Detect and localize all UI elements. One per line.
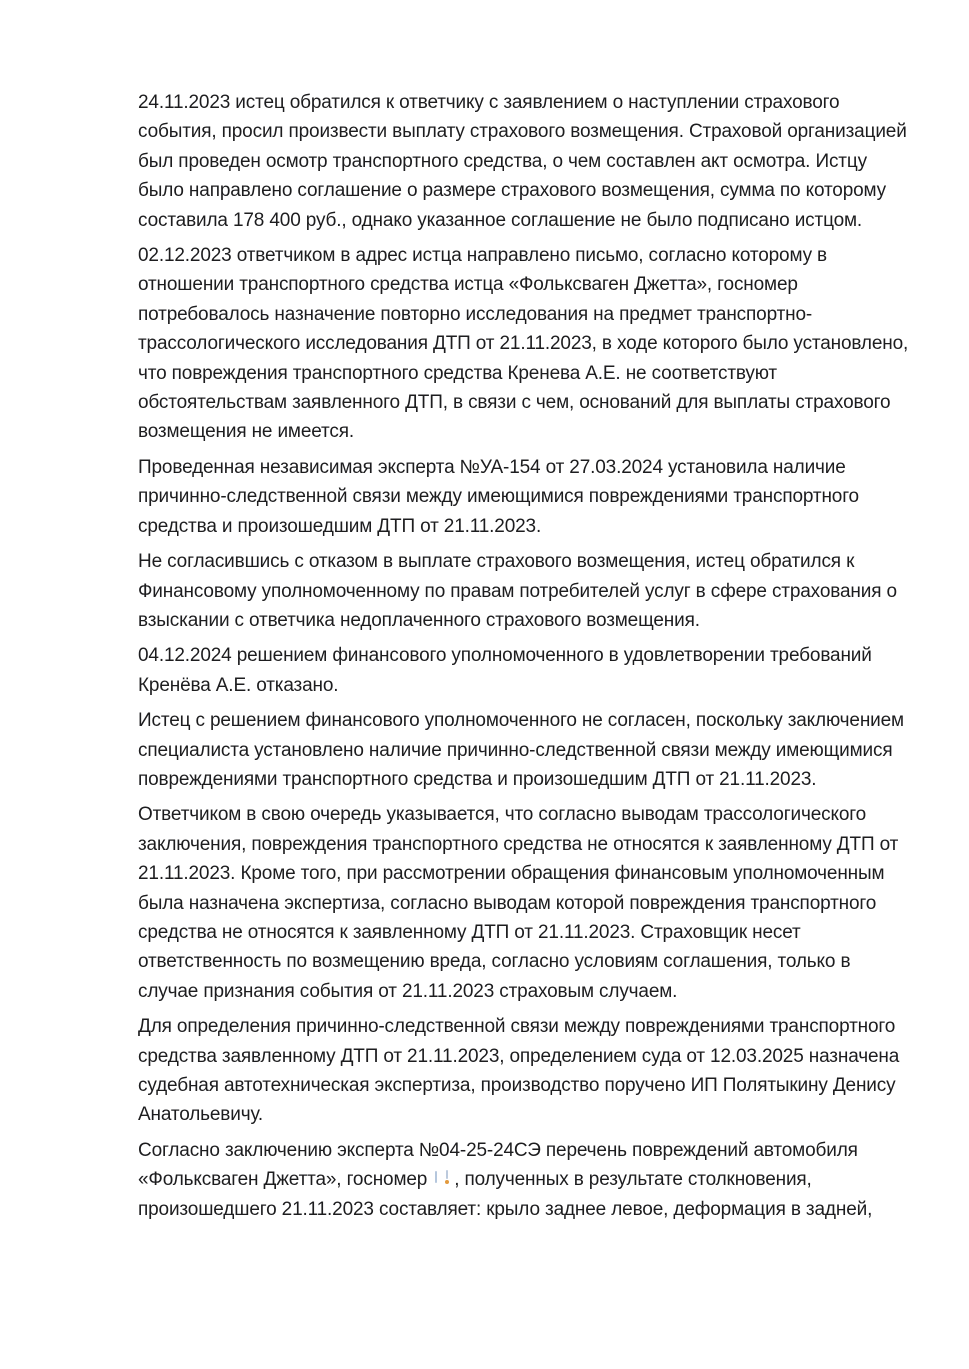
redaction-trace-icon bbox=[435, 1171, 437, 1183]
text-after-redaction: , полученных в результате столкновения, произошедшего 21.11.2023 составляет: крыло заднее левое, деформация в задней, bbox=[138, 1169, 873, 1220]
paragraph: 04.12.2024 решением финансового уполномоченного в удовлетворении требований Кренёва А.Е. отказано. bbox=[138, 645, 872, 696]
redacted-license-plate bbox=[432, 1170, 453, 1185]
paragraph: Ответчиком в свою очередь указывается, что согласно выводам трассологического заключения, повреждения транспортного средства не относятся к заявленному ДТП от 21.11.2023. Кроме того, при рассмотрении обращения финансовым уполномоченным была назначена экспертиза, согласно выводам которой повреждения транспортного средства не относятся к заявленному ДТП от 21.11.2023. Страховщик несет ответственность по возмещению вреда, согласно условиям соглашения, только в случае признания события от 21.11.2023 страховым случаем. bbox=[138, 804, 899, 1002]
paragraph: 02.12.2023 ответчиком в адрес истца направлено письмо, согласно которому в отношении транспортного средства истца «Фольксваген Джетта», госномер потребовалось назначение повторно исследования на предмет транспортно-трассологического исследования ДТП от 21.11.2023, в ходе которого было установлено, что повреждения транспортного средства Кренева А.Е. не соответствуют обстоятельствам заявленного ДТП, в связи с чем, оснований для выплаты страхового возмещения не имеется. bbox=[138, 245, 909, 443]
paragraph bbox=[138, 1136, 910, 1224]
paragraph: Не согласившись с отказом в выплате страхового возмещения, истец обратился к Финансовому уполномоченному по правам потребителей услуг в сфере страхования о взыскании с ответчика недоплаченного страхового возмещения. bbox=[138, 551, 897, 631]
paragraph: 24.11.2023 истец обратился к ответчику с заявлением о наступлении страхового события, просил произвести выплату страхового возмещения. Страховой организацией был проведен осмотр транспортного средства, о чем составлен акт осмотра. Истцу было направлено соглашение о размере страхового возмещения, сумма по которому составила 178 400 руб., однако указанное соглашение не было подписано истцом. bbox=[138, 92, 907, 231]
court-decision-text bbox=[138, 88, 910, 1230]
paragraph: Проведенная независимая эксперта №УА-154 от 27.03.2024 установила наличие причинно-следственной связи между имеющимися повреждениями транспортного средства и произошедшим ДТП от 21.11.2023. bbox=[138, 456, 859, 537]
paragraph: Для определения причинно-следственной связи между повреждениями транспортного средства заявленному ДТП от 21.11.2023, определением суда от 12.03.2025 назначена судебная автотехническая экспертиза, производство поручено ИП Полятыкину Денису Анатольевичу. bbox=[138, 1016, 900, 1126]
paragraph: Истец с решением финансового уполномоченного не согласен, поскольку заключением специалиста установлено наличие причинно-следственной связи между имеющимися повреждениями транспортного средства и произошедшим ДТП от 21.11.2023. bbox=[138, 710, 904, 790]
text-before-redaction: Согласно заключению эксперта №04-25-24СЭ перечень повреждений автомобиля «Фольксваген Джетта», госномер bbox=[138, 1139, 858, 1191]
redaction-trace-icon bbox=[446, 1170, 448, 1179]
redaction-dot-icon bbox=[445, 1180, 449, 1184]
